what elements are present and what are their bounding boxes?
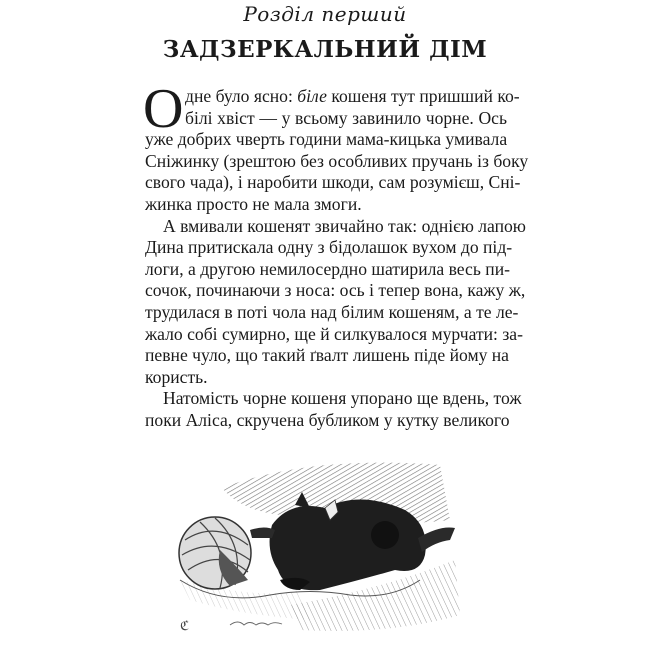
text-line — [145, 86, 520, 108]
text-line: А вмивали кошенят звичайно так: однією лапою — [163, 215, 526, 236]
engraver-signature — [230, 622, 282, 625]
text-line: сочок, починаючи з носа: ось і тепер вона, кажу ж, — [145, 280, 526, 301]
text-line: жало собі сумирно, ще й силкувалося мурчати: за- — [145, 323, 523, 344]
text-line: логи, а другою немилосердно шатирила весь пи- — [145, 258, 510, 279]
text-line: уже добрих чверть години мама-кицька умивала — [145, 129, 508, 150]
italic-word: біле — [297, 86, 327, 106]
text-line: Дина притискала одну з бідолашок вухом до під- — [145, 237, 513, 258]
kitten-illustration — [160, 430, 500, 650]
text-line: поки Аліса, скручена бубликом у кутку великого — [145, 409, 510, 430]
yarn-ball-icon — [179, 517, 251, 589]
chapter-title: ЗАДЗЕРКАЛЬНИЙ ДІМ — [162, 36, 488, 63]
paragraph-2 — [145, 215, 526, 389]
text-line: Натомість чорне кошеня упорано ще вдень, тож — [163, 388, 522, 409]
text-line: жинка просто не мала змоги. — [145, 193, 362, 214]
paragraph-1 — [143, 78, 529, 216]
text-line: свого чада), і наробити шкоди, сам розумієш, Сні- — [145, 172, 521, 193]
drop-cap: О — [143, 78, 184, 140]
body-text — [143, 78, 529, 432]
artist-monogram: ℭ — [180, 619, 190, 634]
text-line: користь. — [145, 366, 208, 387]
text-line: білі хвіст — у всьому завинило чорне. Ось — [185, 107, 507, 128]
text-line: Сніжинку (зрештою без особливих пручань із боку — [145, 150, 529, 171]
chapter-label: Розділ перший — [243, 2, 407, 26]
text-segment: кошеня тут пришший ко- — [326, 86, 520, 106]
paragraph-3 — [145, 388, 522, 431]
text-line: трудилася в поті чола над білим кошеням, а те ле- — [145, 301, 519, 322]
text-line: певне чуло, що такий ґвалт лишень піде йому на — [145, 345, 509, 366]
text-segment: дне було ясно: — [185, 86, 298, 106]
